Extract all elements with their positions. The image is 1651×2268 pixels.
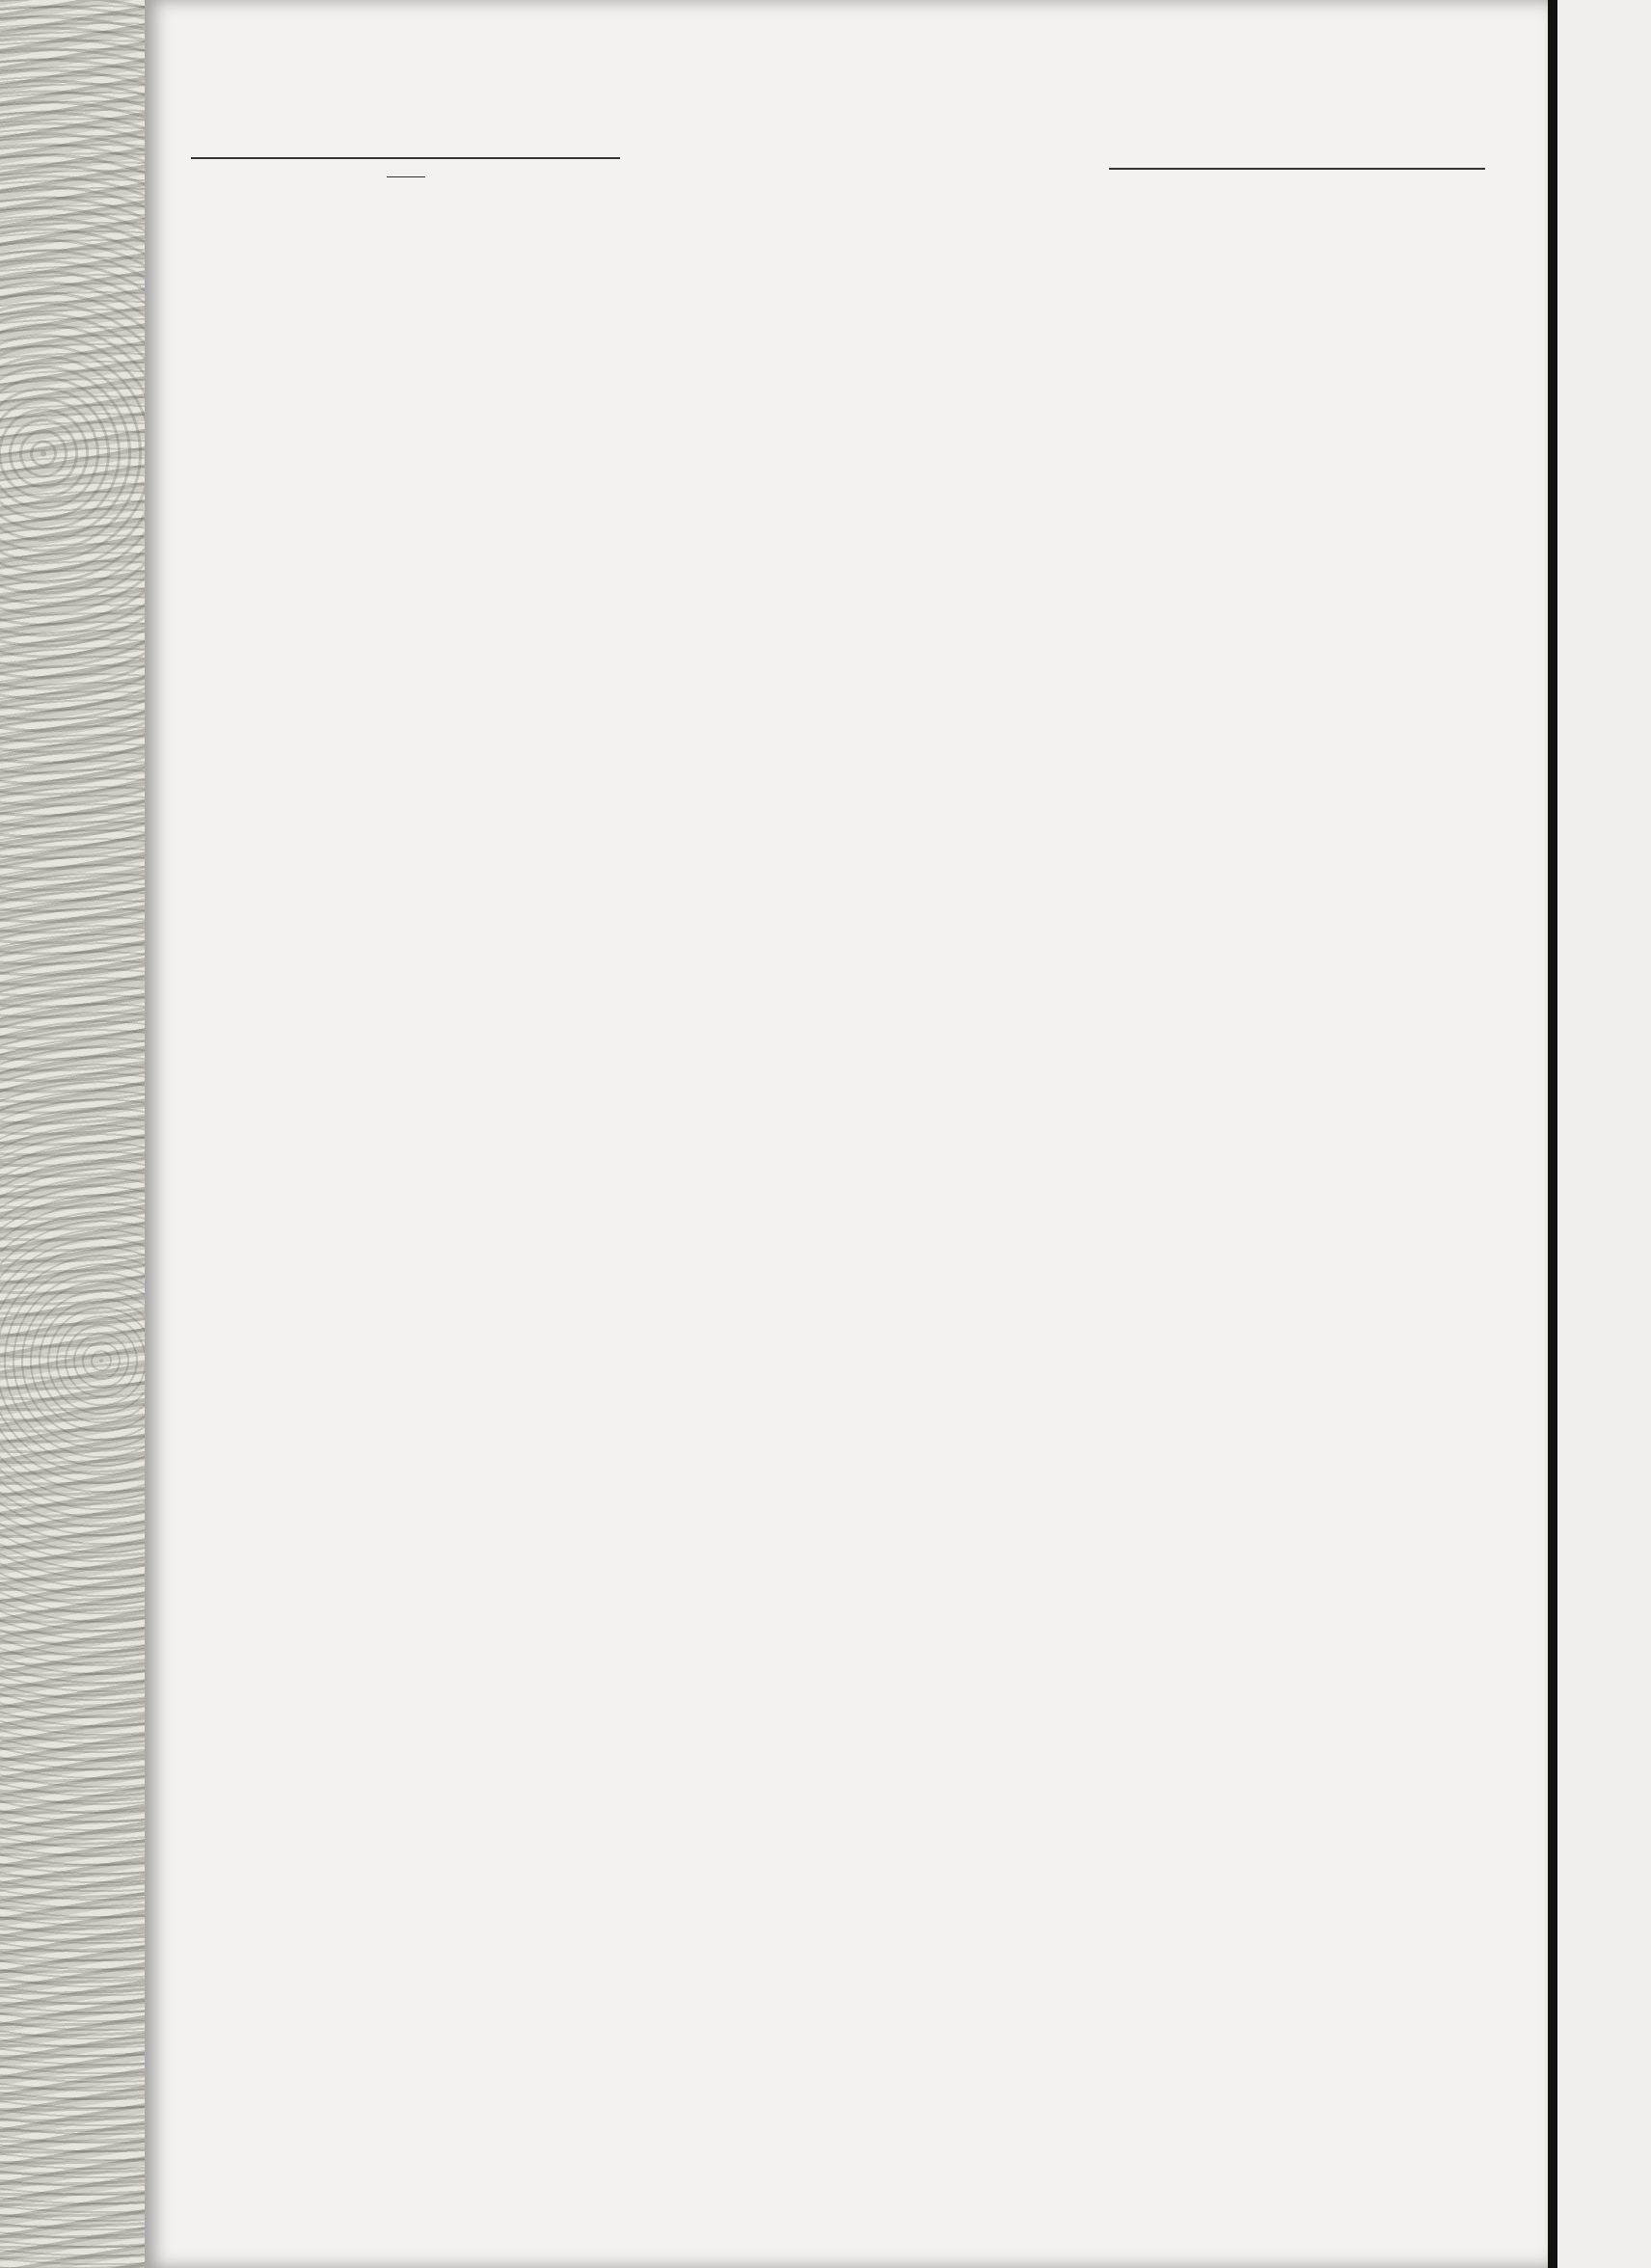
magazine-page	[145, 0, 1548, 2268]
short-rule	[387, 176, 425, 177]
rule	[1109, 168, 1485, 170]
book-binding-margin	[0, 0, 145, 2268]
column-2	[656, 143, 1099, 156]
column-3	[1109, 152, 1485, 187]
rule	[191, 157, 620, 159]
column-1	[191, 140, 620, 191]
facing-page-edge	[1548, 0, 1651, 2268]
